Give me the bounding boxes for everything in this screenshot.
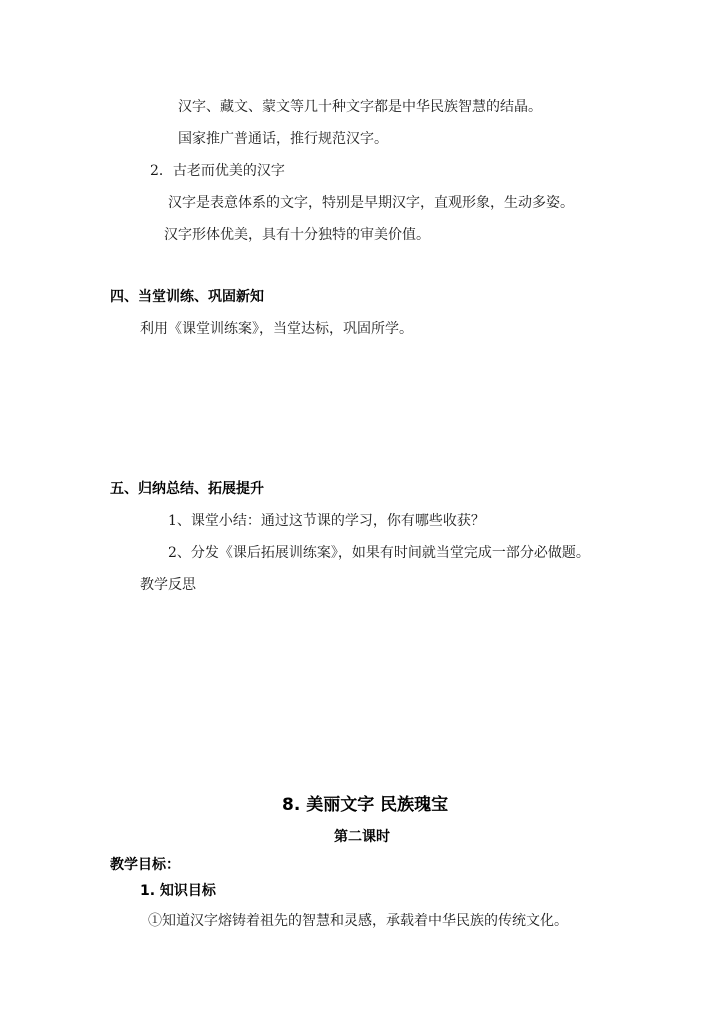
- objectives-label: 教学目标：: [110, 857, 180, 873]
- paragraph-text: 国家推广普通话，推行规范汉字。: [178, 131, 388, 147]
- section-heading: 五、归纳总结、拓展提升: [110, 481, 264, 497]
- lesson-title: 8. 美丽文字 民族瑰宝: [282, 795, 449, 815]
- list-item: 2、分发《课后拓展训练案》，如果有时间就当堂完成一部分必做题。: [168, 545, 590, 561]
- knowledge-objective-label: 1. 知识目标: [140, 883, 216, 899]
- numbered-item-title: 2．古老而优美的汉字: [150, 163, 285, 179]
- objective-item: ①知道汉字熔铸着祖先的智慧和灵感，承载着中华民族的传统文化。: [148, 913, 568, 929]
- paragraph-text: 汉字是表意体系的文字，特别是早期汉字，直观形象，生动多姿。: [168, 195, 574, 211]
- paragraph-text: 汉字、藏文、蒙文等几十种文字都是中华民族智慧的结晶。: [178, 99, 542, 115]
- section-heading: 四、当堂训练、巩固新知: [110, 289, 264, 305]
- paragraph-text: 教学反思: [140, 577, 196, 593]
- lesson-subtitle: 第二课时: [334, 829, 390, 845]
- paragraph-text: 汉字形体优美，具有十分独特的审美价值。: [164, 227, 430, 243]
- list-item: 1、课堂小结：通过这节课的学习，你有哪些收获？: [168, 513, 485, 529]
- paragraph-text: 利用《课堂训练案》，当堂达标，巩固所学。: [140, 321, 413, 337]
